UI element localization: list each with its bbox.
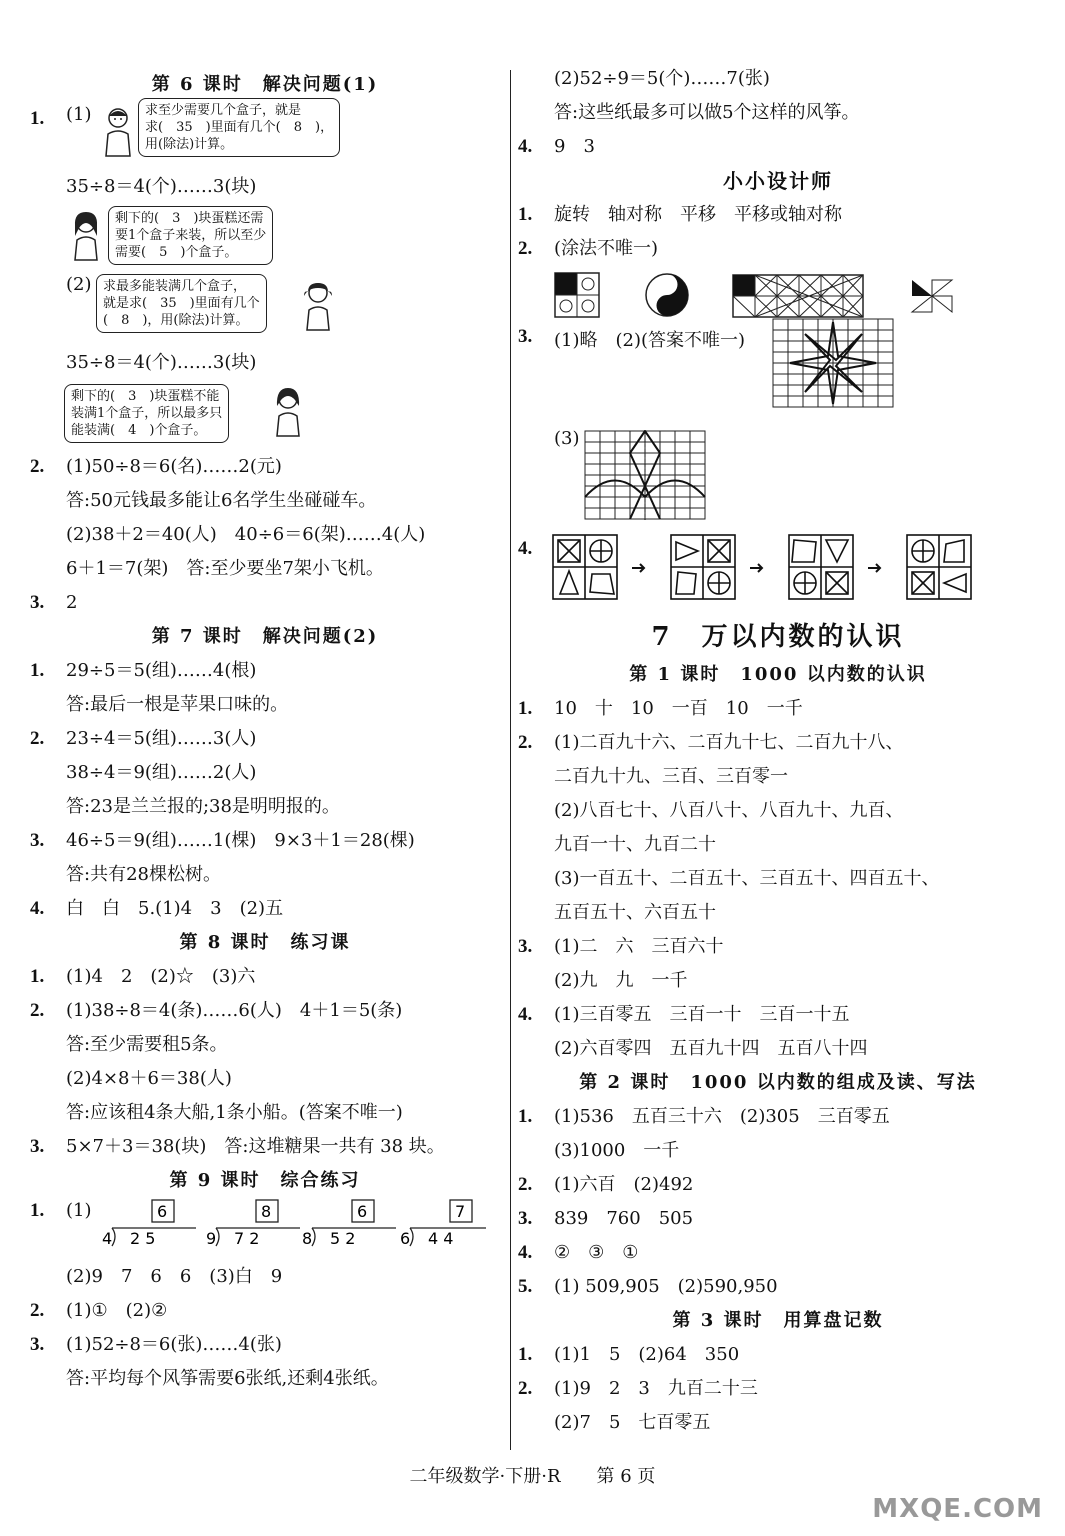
calc-line: 35÷8＝4(个)……3(块): [66, 352, 257, 373]
d-q2-figures: [518, 266, 1038, 326]
d-q3-row1: 3. (1)略 (2)(答案不唯一): [518, 326, 1038, 418]
r-line2: 答:这些纸最多可以做5个这样的风筝。: [554, 102, 860, 123]
section-heading-lesson8: 第 8 课时 练习课: [179, 932, 351, 953]
s1-q3-l2: (2)九 九 一千: [554, 970, 688, 991]
l8-q2: 2. (1)38÷8＝4(条)……6(人) 4＋1＝5(条): [30, 1000, 403, 1021]
watermark: MXQE.COM: [872, 1494, 1043, 1524]
d-q2: 2. (涂法不唯一): [518, 238, 659, 259]
arrow-icon: [632, 564, 644, 572]
q2-line3: (2)38＋2＝40(人) 40÷6＝6(架)……4(人): [66, 524, 426, 545]
s1-q2-l5: (3)一百五十、二百五十、三百五十、四百五十、: [554, 868, 940, 889]
s2-q4: 4. ② ③ ①: [518, 1242, 639, 1263]
long-division-figures: [100, 1198, 490, 1258]
cross-strip-figure: [732, 274, 864, 318]
divisor: 4: [102, 1229, 113, 1248]
page-footer: 二年级数学·下册·R 第 6 页: [409, 1466, 656, 1487]
s2-q3: 3. 839 760 505: [518, 1208, 694, 1229]
long-division-1: [102, 1200, 196, 1248]
s1-q2-l6: 五百五十、六百五十: [554, 902, 716, 923]
divisor: 6: [400, 1229, 411, 1248]
s1-q1: 1. 10 十 10 一百 10 一千: [518, 698, 803, 719]
part-label: (2): [66, 274, 92, 295]
dividend: 4 4: [428, 1229, 454, 1248]
s2-q1-l2: (3)1000 一千: [554, 1140, 680, 1161]
speech-bubble: 剩下的( 3 )块蛋糕不能 装满1个盒子，所以最多只 能装满( 4 )个盒子。: [64, 384, 229, 443]
quotient: 6: [157, 1202, 168, 1221]
flower-grid-figure: [584, 430, 706, 520]
colored-grid-figure: [554, 272, 600, 318]
section-heading-designer: 小小设计师: [723, 169, 833, 193]
quotient: 6: [357, 1202, 368, 1221]
s3-q2: 2. (1)9 2 3 九百二十三: [518, 1378, 758, 1399]
s1-q2-l4: 九百一十、九百二十: [554, 834, 716, 855]
l9-q1-line2: (2)9 7 6 6 (3)白 9: [66, 1266, 283, 1287]
d-q4-sequence: 4.: [518, 534, 1038, 616]
l7-q2: 2. 23÷4＝5(组)……3(人): [30, 728, 257, 749]
s1-q4: 4. (1)三百零五 三百一十 三百一十五: [518, 1004, 850, 1025]
q1-bubble2: [30, 204, 500, 274]
q2-line1: 2. (1)50÷8＝6(名)……2(元): [30, 456, 282, 477]
divisor: 8: [302, 1229, 313, 1248]
l7-q4: 4. 白 白 5.(1)4 3 (2)五: [30, 898, 284, 919]
l8-q2-line4: 答:应该租4条大船,1条小船。(答案不唯一): [66, 1102, 403, 1123]
d-q1: 1. 旋转 轴对称 平移 平移或轴对称: [518, 204, 842, 225]
star-grid-figure: [772, 318, 894, 408]
section-heading-r-lesson2: 第 2 课时 1000 以内数的组成及读、写法: [579, 1072, 977, 1093]
quotient: 8: [261, 1202, 272, 1221]
chapter-title: 7 万以内数的认识: [651, 622, 905, 652]
r-q4: 4. 9 3: [518, 136, 595, 157]
q2-line4: 6＋1＝7(架) 答:至少要坐7架小飞机。: [66, 558, 384, 579]
section-heading-lesson6: 第 6 课时 解决问题(1): [151, 74, 379, 95]
left-column: [30, 62, 500, 1396]
s2-q5: 5. (1) 509,905 (2)590,950: [518, 1276, 778, 1297]
s1-q2-l2: 二百九十九、三百、三百零一: [554, 766, 788, 787]
dividend: 2 5: [130, 1229, 156, 1248]
d-q3-row2: (3): [518, 418, 1038, 534]
l8-q2-line3: (2)4×8＋6＝38(人): [66, 1068, 232, 1089]
pinwheel-figure: [908, 276, 956, 316]
l7-q3-answer: 答:共有28棵松树。: [66, 864, 221, 885]
s3-q2-l2: (2)7 5 七百零五: [554, 1412, 711, 1433]
dividend: 5 2: [330, 1229, 356, 1248]
speech-bubble: 求最多能装满几个盒子， 就是求( 35 )里面有几个 ( 8 )，用(除法)计算。: [96, 274, 267, 333]
l8-q3: 3. 5×7＋3＝38(块) 答:这堆糖果一共有 38 块。: [30, 1136, 445, 1157]
boy-figure-icon: [102, 106, 134, 158]
s1-q3: 3. (1)二 六 三百六十: [518, 936, 724, 957]
q3-line1: 3. 2: [30, 592, 78, 613]
calc-line: 35÷8＝4(个)……3(块): [66, 176, 257, 197]
long-division-3: [302, 1200, 396, 1248]
r-line1: (2)52÷9＝5(个)……7(张): [554, 68, 770, 89]
s1-q2-l3: (2)八百七十、八百八十、八百九十、九百、: [554, 800, 904, 821]
section-heading-lesson9: 第 9 课时 综合练习: [169, 1170, 361, 1191]
q1-part2: [30, 274, 500, 340]
q1-part1: [30, 102, 500, 160]
speech-bubble: 剩下的( 3 )块蛋糕还需 要1个盒子来装，所以至少 需要( 5 )个盒子。: [108, 206, 273, 265]
dividend: 7 2: [234, 1229, 260, 1248]
section-heading-lesson7: 第 7 课时 解决问题(2): [151, 626, 379, 647]
girl-figure-icon: [70, 210, 102, 262]
section-heading-r-lesson1: 第 1 课时 1000 以内数的认识: [629, 664, 927, 685]
l9-q1-divisions: 1. (1) 6 4 2 5 8 9 7 2 6 8 5 2 7 6 4 4: [30, 1198, 500, 1260]
s3-q1: 1. (1)1 5 (2)64 350: [518, 1344, 740, 1365]
q1-bubble4: [30, 380, 500, 450]
l9-q2: 2. (1)① (2)②: [30, 1300, 168, 1321]
arrow-icon: [868, 564, 880, 572]
s2-q1: 1. (1)536 五百三十六 (2)305 三百零五: [518, 1106, 890, 1127]
l7-q1: 1. 29÷5＝5(组)……4(根): [30, 660, 257, 681]
s1-q2: 2. (1)二百九十六、二百九十七、二百九十八、: [518, 732, 904, 753]
l7-q3: 3. 46÷5＝9(组)……1(棵) 9×3＋1＝28(棵): [30, 830, 415, 851]
q2-line2: 答:50元钱最多能让6名学生坐碰碰车。: [66, 490, 377, 511]
s1-q4-l2: (2)六百零四 五百九十四 五百八十四: [554, 1038, 868, 1059]
l7-q1-answer: 答:最后一根是苹果口味的。: [66, 694, 289, 715]
l8-q1: 1. (1)4 2 (2)☆ (3)六: [30, 966, 256, 987]
l9-q3-answer: 答:平均每个风筝需要6张纸,还剩4张纸。: [66, 1368, 389, 1389]
s2-q2: 2. (1)六百 (2)492: [518, 1174, 694, 1195]
part-label: (1): [66, 104, 92, 125]
long-division-4: [400, 1200, 486, 1248]
quotient: 7: [455, 1202, 466, 1221]
yin-yang-figure: [644, 272, 690, 318]
section-heading-r-lesson3: 第 3 课时 用算盘记数: [672, 1310, 884, 1331]
divisor: 9: [206, 1229, 217, 1248]
question-number: 1.: [30, 108, 45, 129]
arrow-icon: [750, 564, 762, 572]
girl-figure-icon: [272, 386, 304, 438]
l7-q2-line2: 38÷4＝9(组)……2(人): [66, 762, 257, 783]
column-divider: [510, 70, 511, 1450]
right-column: [518, 62, 1038, 1440]
l7-q2-answer: 答:23是兰兰报的;38是明明报的。: [66, 796, 340, 817]
rotation-sequence-figure: [552, 534, 982, 600]
l9-q3: 3. (1)52÷8＝6(张)……4(张): [30, 1334, 282, 1355]
long-division-2: [206, 1200, 300, 1248]
girl-figure-icon: [302, 280, 334, 332]
l8-q2-line2: 答:至少需要租5条。: [66, 1034, 228, 1055]
speech-bubble: 求至少需要几个盒子，就是 求( 35 )里面有几个( 8 )， 用(除法)计算。: [138, 98, 340, 157]
